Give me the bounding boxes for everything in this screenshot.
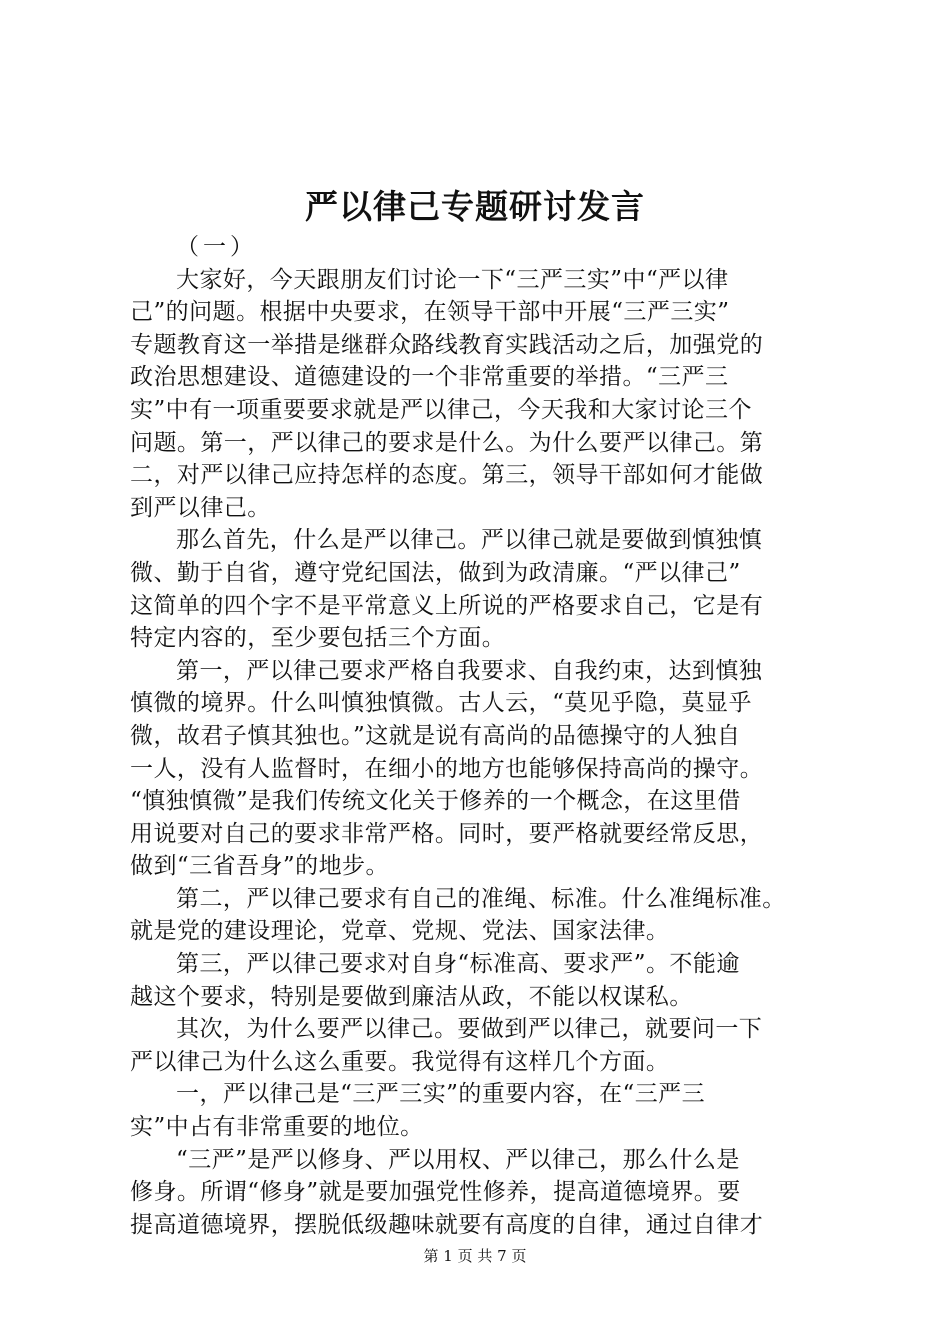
text-line: “三严”是严以修身、严以用权、严以律己，那么什么是: [176, 1146, 740, 1173]
text-line: 问题。第一，严以律己的要求是什么。为什么要严以律己。第: [130, 429, 764, 456]
body-text: [130, 231, 842, 1241]
text-line: 己”的问题。根据中央要求，在领导干部中开展“三严三实”: [130, 299, 730, 326]
text-line: 第一，严以律己要求严格自我要求、自我约束，达到慎独: [176, 657, 763, 684]
text-line: 实”中占有非常重要的地位。: [130, 1114, 424, 1141]
text-line: 提高道德境界，摆脱低级趣味就要有高度的自律，通过自律才: [130, 1211, 764, 1238]
page-footer: 第 1 页 共 7 页: [423, 1247, 527, 1265]
text-line: 慎微的境界。什么叫慎独慎微。古人云，“莫见乎隐，莫显乎: [130, 690, 752, 717]
text-line: 一，严以律己是“三严三实”的重要内容，在“三严三: [176, 1081, 706, 1108]
text-line: “慎独慎微”是我们传统文化关于修养的一个概念，在这里借: [130, 788, 741, 815]
text-line: 第三，严以律己要求对自身“标准高、要求严”。不能逾: [176, 951, 740, 978]
text-line: 严以律己为什么这么重要。我觉得有这样几个方面。: [130, 1048, 670, 1075]
text-line: 那么首先，什么是严以律己。严以律己就是要做到慎独慎: [176, 527, 763, 554]
text-line: 用说要对自己的要求非常严格。同时，要严格就要经常反思，: [130, 820, 764, 847]
document-title: 严以律己专题研讨发言: [305, 187, 645, 226]
text-line: 一人，没有人监督时，在细小的地方也能够保持高尚的操守。: [130, 755, 764, 782]
text-line: 微，故君子慎其独也。”这就是说有高尚的品德操守的人独自: [130, 722, 741, 749]
text-line: 修身。所谓“修身”就是要加强党性修养，提高道德境界。要: [130, 1179, 741, 1206]
text-line: 政治思想建设、道德建设的一个非常重要的举措。“三严三: [130, 364, 729, 391]
text-line: 这简单的四个字不是平常意义上所说的严格要求自己，它是有: [130, 592, 764, 619]
text-line: 就是党的建设理论，党章、党规、党法、国家法律。: [130, 918, 670, 945]
text-line: 特定内容的，至少要包括三个方面。: [130, 625, 506, 652]
text-line: 到严以律己。: [130, 494, 271, 521]
text-line: 微、勤于自省，遵守党纪国法，做到为政清廉。“严以律己”: [130, 559, 741, 586]
text-line: 越这个要求，特别是要做到廉洁从政，不能以权谋私。: [130, 983, 693, 1010]
text-line: 二，对严以律己应持怎样的态度。第三，领导干部如何才能做: [130, 462, 764, 489]
text-line: 做到“三省吾身”的地步。: [130, 853, 389, 880]
text-line: 实”中有一项重要要求就是严以律己，今天我和大家讨论三个: [130, 396, 752, 423]
text-line: 第二，严以律己要求有自己的准绳、标准。什么准绳标准。: [176, 885, 786, 912]
text-line: 专题教育这一举措是继群众路线教育实践活动之后，加强党的: [130, 331, 764, 358]
section-number: （一）: [176, 234, 257, 260]
text-line: 其次，为什么要严以律己。要做到严以律己，就要问一下: [176, 1016, 763, 1043]
text-line: 大家好，今天跟朋友们讨论一下“三严三实”中“严以律: [176, 266, 729, 293]
